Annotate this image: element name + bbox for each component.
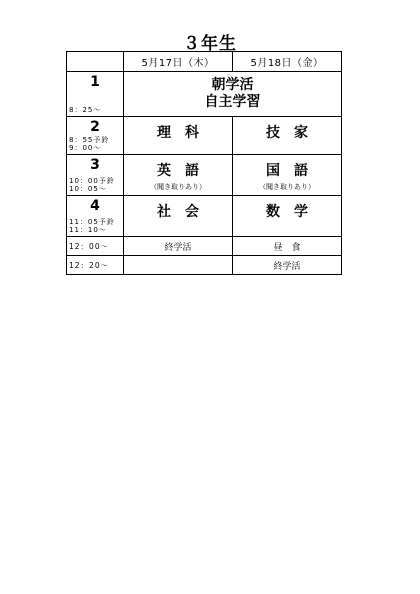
schedule-table [66,51,342,275]
period-time: 8：25～ [69,106,102,114]
period-time [69,136,109,152]
morning-activity-line1: 朝学活 [211,77,254,93]
period-cell-2 [67,117,124,155]
subject-note: （聞き取りあり） [150,183,206,191]
period-row-1 [67,72,342,117]
period-number: 4 [90,198,100,214]
time-cell: 12：00～ [67,237,124,256]
header-row [67,52,342,72]
subject-cell-day1 [124,155,233,196]
period-row-2 [67,117,342,155]
corner-cell [67,52,124,72]
subject-name: 数 学 [266,204,308,220]
period-number: 3 [90,157,100,173]
time-row-1200 [67,237,342,256]
subject-name: 技 家 [266,125,308,141]
activity-cell-day1 [124,256,233,275]
period-row-3 [67,155,342,196]
period-cell-1 [67,72,124,117]
period-number: 1 [90,74,100,90]
activity-cell-day2: 終学活 [233,256,342,275]
activity-cell-day2: 昼 食 [233,237,342,256]
subject-cell-day2 [233,196,342,237]
subject-name: 理 科 [157,125,199,141]
bell-time: 10：00予鈴 [69,177,115,185]
subject-name: 社 会 [157,204,199,220]
morning-activity-cell [124,72,342,117]
start-time: 11：10～ [69,226,107,234]
morning-activity-line2: 自主学習 [204,94,261,110]
activity-cell-day1: 終学活 [124,237,233,256]
period-time [69,218,115,234]
subject-cell-day1 [124,196,233,237]
time-cell: 12：20～ [67,256,124,275]
date-header-day1: 5月17日（木） [124,52,233,72]
subject-note: （聞き取りあり） [259,183,315,191]
subject-name: 国 語 [266,163,308,179]
start-time: 10：05～ [69,185,107,193]
page-title: ３年生 [183,34,237,54]
subject-cell-day2 [233,117,342,155]
period-number: 2 [90,119,100,135]
start-time: 9：00～ [69,144,102,152]
period-cell-3 [67,155,124,196]
subject-name: 英 語 [157,163,199,179]
bell-time: 11：05予鈴 [69,218,115,226]
period-time [69,177,115,193]
period-row-4 [67,196,342,237]
date-header-day2: 5月18日（金） [233,52,342,72]
period-cell-4 [67,196,124,237]
bell-time: 8：55予鈴 [69,136,110,144]
subject-cell-day2 [233,155,342,196]
subject-cell-day1 [124,117,233,155]
time-row-1220 [67,256,342,275]
